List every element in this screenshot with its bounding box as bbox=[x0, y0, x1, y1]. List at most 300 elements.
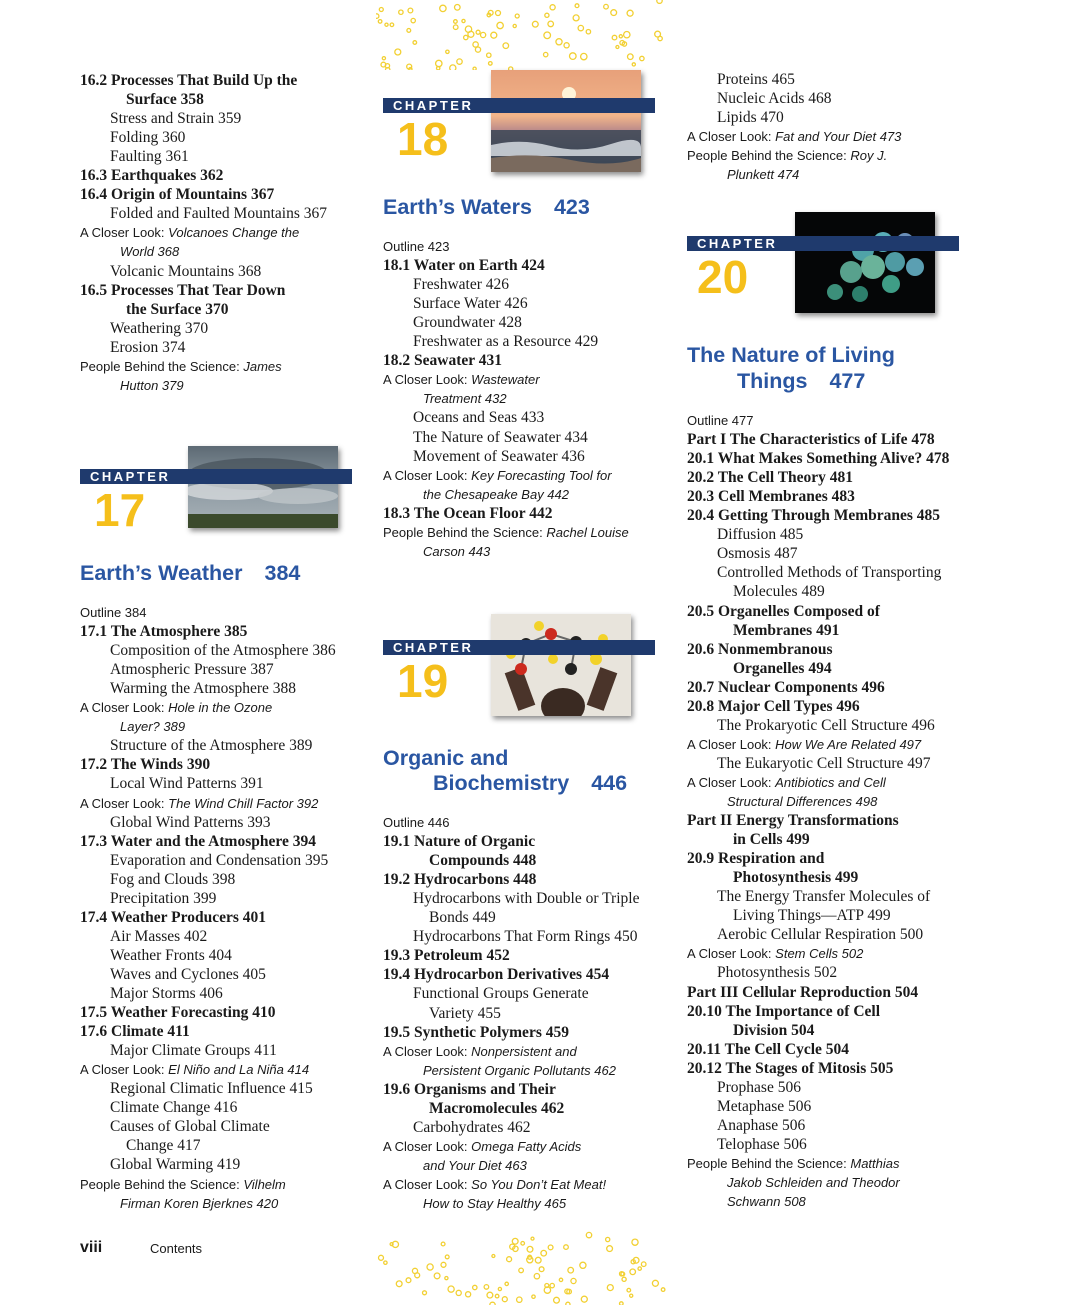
toc-subsection-entry bbox=[110, 262, 261, 281]
toc-entry-italic-text: Stem Cells 502 bbox=[775, 946, 864, 962]
toc-subsection-entry bbox=[110, 889, 216, 908]
toc-entry-text: People Behind the Science: bbox=[687, 1155, 847, 1171]
toc-subsection-entry bbox=[110, 109, 241, 128]
toc-entry-text: Prophase 506 bbox=[717, 1078, 801, 1096]
toc-section-heading bbox=[687, 1002, 880, 1021]
toc-section-heading bbox=[429, 851, 536, 870]
toc-feature-entry bbox=[383, 1042, 577, 1061]
toc-entry-text: Part III Cellular Reproduction 504 bbox=[687, 983, 919, 1001]
toc-subsection-entry bbox=[717, 544, 798, 563]
column-3 bbox=[687, 0, 987, 1305]
toc-entry-italic-text: World 368 bbox=[120, 244, 180, 260]
toc-entry-italic-text: How to Stay Healthy 465 bbox=[423, 1196, 567, 1211]
toc-entry-text: Bonds 449 bbox=[429, 909, 496, 927]
toc-entry-text: Movement of Seawater 436 bbox=[413, 447, 585, 465]
toc-entry-italic-text: So You Don’t Eat Meat! bbox=[471, 1176, 607, 1192]
toc-subsection-entry bbox=[413, 408, 544, 427]
toc-entry-text: 20.1 What Makes Something Alive? 478 bbox=[687, 450, 950, 468]
toc-section-heading bbox=[733, 1021, 814, 1040]
toc-entry-text: The Energy Transfer Molecules of bbox=[717, 888, 931, 906]
toc-subsection-entry bbox=[429, 908, 496, 927]
toc-subsection-entry bbox=[110, 870, 235, 889]
toc-subsection-entry bbox=[717, 1097, 811, 1116]
toc-section-heading bbox=[383, 870, 536, 889]
toc-subsection-entry bbox=[110, 927, 207, 946]
chapter-19-number: 19 bbox=[397, 655, 449, 707]
toc-entry-italic-text: Omega Fatty Acids bbox=[471, 1138, 582, 1154]
toc-subsection-entry bbox=[717, 70, 795, 89]
toc-entry-text: Lipids 470 bbox=[717, 109, 784, 127]
toc-entry-text: 19.1 Nature of Organic bbox=[383, 833, 536, 851]
toc-section-heading bbox=[733, 830, 810, 849]
toc-section-heading bbox=[687, 983, 918, 1002]
toc-feature-entry bbox=[687, 146, 887, 165]
toc-entry-text: 19.5 Synthetic Polymers 459 bbox=[383, 1023, 569, 1041]
chapter-19-title-line2: Biochemistry 446 bbox=[433, 771, 628, 795]
chapter-17-title: Earth’s Weather 384 bbox=[80, 561, 301, 585]
ocean-sunset-photo bbox=[491, 70, 641, 172]
toc-entry-text: Carbohydrates 462 bbox=[413, 1118, 531, 1136]
toc-entry-italic-text: Hole in the Ozone bbox=[168, 700, 273, 716]
toc-entry-text: Causes of Global Climate bbox=[110, 1118, 270, 1136]
toc-entry-text: Diffusion 485 bbox=[717, 526, 804, 544]
toc-feature-entry bbox=[80, 698, 272, 717]
toc-subsection-entry bbox=[717, 716, 935, 735]
toc-entry-italic-text: Nonpersistent and bbox=[471, 1043, 577, 1059]
toc-entry-text: Weathering 370 bbox=[110, 319, 209, 337]
toc-section-heading bbox=[126, 90, 204, 109]
toc-feature-entry bbox=[383, 1137, 581, 1156]
toc-entry-text: Volcanic Mountains 368 bbox=[110, 262, 262, 280]
toc-entry-text: 20.4 Getting Through Membranes 485 bbox=[687, 507, 941, 525]
toc-subsection-entry bbox=[110, 660, 274, 679]
molecular-model-photo bbox=[491, 614, 631, 716]
toc-entry-text: Folding 360 bbox=[110, 129, 186, 147]
toc-section-heading bbox=[733, 621, 839, 640]
toc-entry-text: Fog and Clouds 398 bbox=[110, 870, 236, 888]
toc-section-heading bbox=[687, 1059, 893, 1078]
toc-entry-text: Part II Energy Transformations bbox=[687, 812, 899, 830]
toc-entry-text: Hydrocarbons with Double or Triple bbox=[413, 890, 640, 908]
toc-entry-italic-text: Roy J. bbox=[850, 148, 888, 164]
toc-entry-text: People Behind the Science: bbox=[80, 1176, 240, 1192]
toc-entry-text: 19.3 Petroleum 452 bbox=[383, 947, 510, 965]
toc-section-heading bbox=[80, 1022, 190, 1041]
toc-section-heading bbox=[80, 166, 223, 185]
toc-entry-text: Osmosis 487 bbox=[717, 545, 798, 563]
toc-feature-entry bbox=[423, 1156, 527, 1175]
toc-entry-italic-text: Matthias bbox=[850, 1155, 900, 1171]
toc-entry-text: Molecules 489 bbox=[733, 583, 825, 601]
toc-subsection-entry bbox=[110, 338, 185, 357]
toc-section-heading bbox=[383, 1080, 556, 1099]
toc-section-heading bbox=[80, 755, 210, 774]
toc-feature-entry bbox=[727, 792, 877, 811]
chapter-20-title-line1: The Nature of Living bbox=[687, 343, 895, 367]
toc-feature-entry bbox=[727, 1192, 806, 1211]
toc-subsection-entry bbox=[110, 1117, 270, 1136]
toc-section-heading bbox=[687, 849, 824, 868]
chapter-20-number: 20 bbox=[697, 251, 749, 303]
toc-section-heading bbox=[429, 1099, 564, 1118]
toc-feature-entry bbox=[80, 357, 282, 376]
toc-section-heading bbox=[687, 811, 899, 830]
toc-entry-italic-text: Wastewater bbox=[471, 372, 540, 388]
toc-entry-italic-text: and Your Diet 463 bbox=[423, 1157, 527, 1173]
chapter-18-label: CHAPTER bbox=[393, 98, 474, 113]
toc-subsection-entry bbox=[126, 1136, 200, 1155]
toc-entry-text: Major Storms 406 bbox=[110, 985, 223, 1002]
toc-subsection-entry bbox=[110, 1098, 237, 1117]
toc-entry-text: 20.8 Major Cell Types 496 bbox=[687, 697, 860, 715]
toc-subsection-entry bbox=[110, 946, 232, 965]
toc-feature-entry bbox=[80, 223, 299, 242]
toc-subsection-entry bbox=[413, 447, 585, 466]
toc-entry-text: Photosynthesis 502 bbox=[717, 964, 838, 982]
toc-entry-text: A Closer Look: bbox=[687, 946, 772, 962]
toc-subsection-entry bbox=[717, 963, 837, 982]
toc-feature-entry bbox=[687, 127, 901, 146]
toc-entry-text: A Closer Look: bbox=[383, 467, 468, 483]
toc-subsection-entry bbox=[110, 984, 223, 1003]
toc-entry-text: 17.2 The Winds 390 bbox=[80, 756, 211, 774]
toc-entry-text: Outline 446 bbox=[383, 815, 450, 830]
toc-section-heading bbox=[383, 832, 535, 851]
toc-entry-text: Evaporation and Condensation 395 bbox=[110, 851, 329, 869]
toc-entry-text: Change 417 bbox=[126, 1137, 201, 1155]
toc-entry-text: Atmospheric Pressure 387 bbox=[110, 661, 274, 679]
toc-entry-text: in Cells 499 bbox=[733, 831, 810, 849]
toc-section-heading bbox=[383, 504, 553, 523]
decorative-dot bbox=[378, 20, 382, 24]
toc-feature-entry bbox=[383, 523, 629, 542]
toc-entry-italic-text: Key Forecasting Tool for bbox=[471, 467, 612, 483]
toc-entry-text: 16.5 Processes That Tear Down bbox=[80, 281, 286, 299]
toc-entry-text: A Closer Look: bbox=[383, 1138, 468, 1154]
toc-entry-text: 18.2 Seawater 431 bbox=[383, 352, 502, 370]
toc-feature-entry bbox=[423, 485, 569, 504]
toc-entry-text: Climate Change 416 bbox=[110, 1099, 238, 1117]
toc-outline-entry bbox=[80, 603, 147, 622]
toc-subsection-entry bbox=[110, 147, 189, 166]
cells-micrograph-photo bbox=[795, 212, 935, 313]
toc-entry-text: 17.3 Water and the Atmosphere 394 bbox=[80, 832, 316, 850]
toc-entry-text: 17.5 Weather Forecasting 410 bbox=[80, 1004, 276, 1022]
toc-entry-italic-text: James bbox=[243, 358, 282, 374]
toc-subsection-entry bbox=[413, 889, 639, 908]
toc-subsection-entry bbox=[733, 582, 825, 601]
toc-section-heading bbox=[80, 185, 274, 204]
toc-entry-text: Hydrocarbons That Form Rings 450 bbox=[413, 928, 638, 946]
decorative-dot bbox=[376, 14, 379, 19]
toc-entry-text: Nucleic Acids 468 bbox=[717, 90, 832, 108]
toc-entry-italic-text: Antibiotics and Cell bbox=[775, 774, 886, 790]
column-2 bbox=[383, 0, 673, 1305]
toc-entry-text: Outline 423 bbox=[383, 239, 450, 254]
toc-subsection-entry bbox=[717, 1078, 801, 1097]
toc-section-heading bbox=[687, 602, 880, 621]
toc-entry-text: Global Wind Patterns 393 bbox=[110, 813, 271, 831]
toc-entry-text: Macromolecules 462 bbox=[429, 1099, 565, 1117]
toc-subsection-entry bbox=[110, 774, 264, 793]
toc-feature-entry bbox=[383, 370, 540, 389]
toc-entry-text: Telophase 506 bbox=[717, 1135, 807, 1153]
toc-subsection-entry bbox=[413, 984, 589, 1003]
toc-entry-italic-text: Structural Differences 498 bbox=[727, 794, 878, 809]
toc-entry-text: A Closer Look: bbox=[383, 1176, 468, 1192]
toc-entry-text: Living Things—ATP 499 bbox=[733, 907, 891, 925]
toc-feature-entry bbox=[383, 1175, 606, 1194]
toc-entry-text: Warming the Atmosphere 388 bbox=[110, 680, 297, 698]
toc-section-heading bbox=[687, 1040, 849, 1059]
toc-feature-entry bbox=[80, 794, 318, 813]
toc-entry-text: the Surface 370 bbox=[126, 300, 229, 318]
toc-feature-entry bbox=[687, 735, 921, 754]
toc-entry-italic-text: Carson 443 bbox=[423, 543, 491, 559]
toc-section-heading bbox=[80, 281, 285, 300]
toc-section-heading bbox=[383, 351, 502, 370]
toc-feature-entry bbox=[80, 1060, 309, 1079]
toc-section-heading bbox=[687, 449, 949, 468]
toc-entry-text: Precipitation 399 bbox=[110, 889, 217, 907]
toc-entry-text: Composition of the Atmosphere 386 bbox=[110, 642, 336, 660]
toc-entry-italic-text: Firman Koren Bjerknes 420 bbox=[120, 1195, 279, 1211]
toc-entry-text: 16.4 Origin of Mountains 367 bbox=[80, 186, 275, 204]
toc-entry-text: Surface Water 426 bbox=[413, 295, 528, 313]
toc-subsection-entry bbox=[413, 927, 637, 946]
toc-entry-text: A Closer Look: bbox=[687, 736, 772, 752]
toc-outline-entry bbox=[687, 411, 754, 430]
toc-entry-text: 17.1 The Atmosphere 385 bbox=[80, 623, 248, 641]
toc-subsection-entry bbox=[413, 428, 588, 447]
toc-entry-text: People Behind the Science: bbox=[383, 524, 543, 540]
toc-subsection-entry bbox=[717, 1116, 805, 1135]
toc-entry-text: Metaphase 506 bbox=[717, 1097, 812, 1115]
toc-section-heading bbox=[687, 506, 940, 525]
toc-subsection-entry bbox=[733, 906, 891, 925]
toc-entry-italic-text: Fat and Your Diet 473 bbox=[775, 129, 902, 145]
toc-entry-text: Oceans and Seas 433 bbox=[413, 409, 545, 427]
toc-entry-text: 17.4 Weather Producers 401 bbox=[80, 908, 266, 926]
chapter-18-number: 18 bbox=[397, 113, 449, 165]
toc-entry-text: The Nature of Seawater 434 bbox=[413, 428, 588, 446]
toc-entry-italic-text: The Wind Chill Factor 392 bbox=[168, 795, 319, 811]
toc-entry-text: 17.6 Climate 411 bbox=[80, 1023, 190, 1041]
toc-entry-text: Major Climate Groups 411 bbox=[110, 1042, 277, 1060]
toc-entry-text: Local Wind Patterns 391 bbox=[110, 775, 264, 793]
toc-section-heading bbox=[126, 300, 228, 319]
toc-entry-text: 20.11 The Cell Cycle 504 bbox=[687, 1040, 850, 1058]
toc-entry-text: 20.7 Nuclear Components 496 bbox=[687, 678, 885, 696]
toc-subsection-entry bbox=[717, 108, 784, 127]
toc-section-heading bbox=[687, 640, 833, 659]
toc-section-heading bbox=[383, 946, 510, 965]
toc-entry-text: Surface 358 bbox=[126, 91, 204, 109]
toc-entry-text: Functional Groups Generate bbox=[413, 985, 589, 1003]
toc-section-heading bbox=[383, 1023, 569, 1042]
toc-entry-text: Stress and Strain 359 bbox=[110, 110, 242, 128]
toc-section-heading bbox=[733, 868, 858, 887]
toc-entry-text: Membranes 491 bbox=[733, 621, 840, 639]
toc-subsection-entry bbox=[413, 332, 598, 351]
toc-entry-text: 20.10 The Importance of Cell bbox=[687, 1002, 881, 1020]
toc-subsection-entry bbox=[413, 1118, 531, 1137]
toc-subsection-entry bbox=[110, 813, 271, 832]
toc-feature-entry bbox=[423, 1061, 616, 1080]
toc-entry-text: A Closer Look: bbox=[383, 372, 468, 388]
toc-section-heading bbox=[80, 71, 297, 90]
toc-entry-text: 16.3 Earthquakes 362 bbox=[80, 167, 224, 185]
toc-entry-text: Erosion 374 bbox=[110, 338, 186, 356]
toc-entry-text: 20.3 Cell Membranes 483 bbox=[687, 488, 855, 506]
toc-subsection-entry bbox=[110, 1079, 313, 1098]
toc-entry-text: A Closer Look: bbox=[80, 795, 165, 811]
toc-entry-text: Air Masses 402 bbox=[110, 927, 208, 945]
toc-section-heading bbox=[80, 908, 266, 927]
toc-entry-text: A Closer Look: bbox=[687, 774, 772, 790]
toc-entry-text: 18.3 The Ocean Floor 442 bbox=[383, 504, 553, 522]
toc-entry-text: Part I The Characteristics of Life 478 bbox=[687, 431, 935, 449]
toc-entry-text: 20.12 The Stages of Mitosis 505 bbox=[687, 1059, 894, 1077]
toc-outline-entry bbox=[383, 237, 450, 256]
toc-entry-text: 16.2 Processes That Build Up the bbox=[80, 72, 298, 89]
toc-subsection-entry bbox=[110, 204, 327, 223]
toc-feature-entry bbox=[423, 542, 490, 561]
toc-section-heading bbox=[687, 697, 860, 716]
storm-clouds-photo bbox=[188, 446, 338, 528]
chapter-17-label: CHAPTER bbox=[90, 469, 171, 484]
toc-subsection-entry bbox=[413, 294, 528, 313]
chapter-19-label: CHAPTER bbox=[393, 640, 474, 655]
toc-entry-text: 19.4 Hydrocarbon Derivatives 454 bbox=[383, 966, 610, 984]
toc-feature-entry bbox=[727, 1173, 900, 1192]
toc-subsection-entry bbox=[717, 925, 923, 944]
toc-entry-text: The Eukaryotic Cell Structure 497 bbox=[717, 754, 931, 772]
page-number: viii bbox=[80, 1239, 103, 1256]
toc-entry-text: 19.2 Hydrocarbons 448 bbox=[383, 871, 537, 889]
toc-section-heading bbox=[687, 468, 853, 487]
toc-feature-entry bbox=[423, 389, 507, 408]
toc-feature-entry bbox=[120, 1194, 278, 1213]
toc-subsection-entry bbox=[110, 851, 328, 870]
toc-outline-entry bbox=[383, 813, 450, 832]
toc-entry-italic-text: Volcanoes Change the bbox=[168, 225, 300, 241]
toc-entry-text: The Prokaryotic Cell Structure 496 bbox=[717, 716, 935, 734]
toc-section-heading bbox=[80, 1003, 275, 1022]
toc-subsection-entry bbox=[110, 965, 266, 984]
toc-entry-text: Photosynthesis 499 bbox=[733, 869, 859, 887]
toc-section-heading bbox=[383, 256, 545, 275]
toc-subsection-entry bbox=[110, 679, 296, 698]
toc-subsection-entry bbox=[717, 525, 803, 544]
toc-section-heading bbox=[80, 832, 316, 851]
toc-entry-text: Division 504 bbox=[733, 1021, 815, 1039]
toc-feature-entry bbox=[383, 466, 612, 485]
toc-entry-italic-text: Jakob Schleiden and Theodor bbox=[727, 1175, 900, 1190]
toc-feature-entry bbox=[120, 376, 184, 395]
toc-feature-entry bbox=[423, 1194, 566, 1213]
toc-subsection-entry bbox=[717, 887, 930, 906]
toc-entry-text: Groundwater 428 bbox=[413, 314, 522, 332]
toc-subsection-entry bbox=[429, 1004, 501, 1023]
toc-subsection-entry bbox=[717, 1135, 807, 1154]
toc-entry-text: Proteins 465 bbox=[717, 71, 795, 88]
toc-entry-text: A Closer Look: bbox=[687, 129, 772, 145]
chapter-20-title-line2: Things 477 bbox=[737, 369, 866, 393]
toc-entry-text: 20.6 Nonmembranous bbox=[687, 640, 833, 658]
toc-entry-text: Freshwater as a Resource 429 bbox=[413, 333, 599, 351]
toc-subsection-entry bbox=[110, 128, 185, 147]
toc-section-heading bbox=[687, 430, 935, 449]
toc-feature-entry bbox=[120, 242, 179, 261]
toc-section-heading bbox=[80, 622, 247, 641]
toc-entry-text: Waves and Cyclones 405 bbox=[110, 965, 266, 983]
toc-subsection-entry bbox=[110, 319, 208, 338]
toc-entry-text: Structure of the Atmosphere 389 bbox=[110, 737, 313, 755]
toc-entry-text: 18.1 Water on Earth 424 bbox=[383, 257, 545, 275]
toc-entry-italic-text: Plunkett 474 bbox=[727, 167, 800, 183]
toc-entry-italic-text: How We Are Related 497 bbox=[775, 736, 922, 752]
toc-entry-italic-text: Vilhelm bbox=[243, 1176, 286, 1192]
toc-entry-text: A Closer Look: bbox=[80, 1062, 165, 1078]
toc-entry-italic-text: Schwann 508 bbox=[727, 1194, 806, 1210]
toc-feature-entry bbox=[687, 773, 886, 792]
chapter-18-title: Earth’s Waters 423 bbox=[383, 195, 590, 219]
chapter-17-number: 17 bbox=[94, 484, 146, 536]
toc-entry-text: A Closer Look: bbox=[383, 1043, 468, 1059]
toc-entry-text: Organelles 494 bbox=[733, 659, 832, 677]
toc-entry-text: Regional Climatic Influence 415 bbox=[110, 1080, 313, 1098]
toc-entry-text: Weather Fronts 404 bbox=[110, 946, 232, 964]
column-1 bbox=[80, 0, 370, 1305]
toc-entry-italic-text: El Niño and La Niña 414 bbox=[168, 1062, 310, 1078]
toc-entry-italic-text: the Chesapeake Bay 442 bbox=[423, 486, 569, 502]
toc-subsection-entry bbox=[717, 89, 832, 108]
toc-subsection-entry bbox=[110, 1155, 240, 1174]
toc-feature-entry bbox=[727, 165, 799, 184]
toc-subsection-entry bbox=[110, 736, 312, 755]
toc-section-heading bbox=[383, 965, 609, 984]
toc-entry-text: A Closer Look: bbox=[80, 700, 165, 716]
toc-feature-entry bbox=[687, 1154, 900, 1173]
toc-entry-text: 20.9 Respiration and bbox=[687, 850, 825, 868]
toc-entry-text: Outline 384 bbox=[80, 605, 147, 620]
chapter-20-label: CHAPTER bbox=[697, 236, 778, 251]
toc-entry-italic-text: Layer? 389 bbox=[120, 719, 186, 735]
toc-entry-text: Freshwater 426 bbox=[413, 276, 509, 294]
toc-entry-italic-text: Hutton 379 bbox=[120, 377, 184, 393]
toc-subsection-entry bbox=[110, 1041, 277, 1060]
toc-entry-text: People Behind the Science: bbox=[687, 148, 847, 164]
toc-section-heading bbox=[687, 487, 855, 506]
toc-entry-text: Aerobic Cellular Respiration 500 bbox=[717, 926, 924, 944]
toc-entry-text: Compounds 448 bbox=[429, 852, 537, 870]
toc-entry-text: Variety 455 bbox=[429, 1004, 501, 1022]
toc-entry-text: Folded and Faulted Mountains 367 bbox=[110, 205, 327, 223]
toc-entry-text: Faulting 361 bbox=[110, 148, 189, 166]
toc-entry-italic-text: Rachel Louise bbox=[546, 524, 629, 540]
toc-entry-italic-text: Treatment 432 bbox=[423, 391, 507, 407]
toc-section-heading bbox=[733, 659, 832, 678]
toc-entry-text: 20.2 The Cell Theory 481 bbox=[687, 469, 854, 487]
toc-entry-text: 19.6 Organisms and Their bbox=[383, 1080, 556, 1098]
toc-subsection-entry bbox=[717, 563, 941, 582]
toc-feature-entry bbox=[80, 1175, 286, 1194]
footer-label: Contents bbox=[150, 1241, 203, 1256]
toc-entry-text: People Behind the Science: bbox=[80, 358, 240, 374]
toc-entry-text: Outline 477 bbox=[687, 413, 754, 428]
toc-section-heading bbox=[687, 678, 885, 697]
